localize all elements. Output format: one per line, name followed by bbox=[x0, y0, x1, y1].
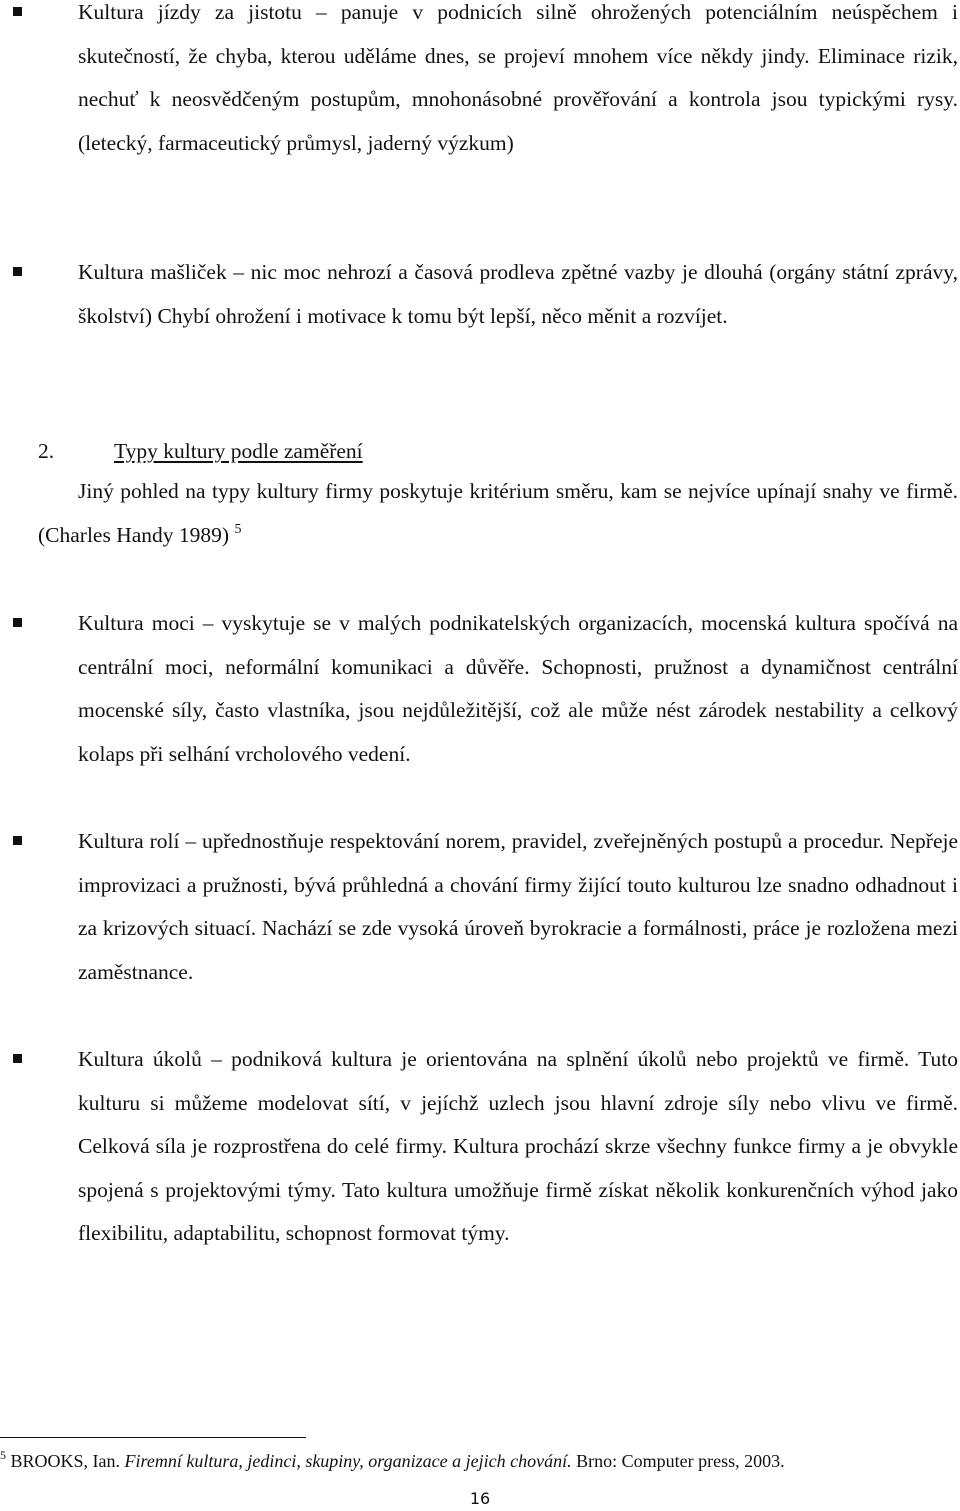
footnote-number: 5 bbox=[0, 1448, 6, 1462]
square-bullet-icon bbox=[13, 7, 22, 16]
footnote-separator bbox=[0, 1437, 306, 1438]
bullet-text: Kultura úkolů – podniková kultura je orientována na splnění úkolů nebo projektů ve firmě. Tuto kulturu si můžeme modelovat sítí, v jejíchž uzlech jsou hlavní zdroje síly nebo vlivu ve firmě. Celková síla je rozprostřena do celé firmy. Kultura prochází skrze všechny funkce firmy a je obvykle spojená s projektovými týmy. Tato kultura umožňuje firmě získat několik konkurenčních výhod jako flexibilitu, adaptabilitu, schopnost formovat týmy. bbox=[78, 1047, 958, 1246]
bullet-item-kultura-roli bbox=[78, 820, 958, 994]
bullet-text: Kultura rolí – upřednostňuje respektování norem, pravidel, zveřejněných postupů a procedur. Nepřeje improvizaci a pružnosti, bývá průhledná a chování firmy žijící touto kulturou lze snadno odhadnout i za krizových situací. Nachází se zde vysoká úroveň byrokracie a formálnosti, práce je rozložena mezi zaměstnance. bbox=[78, 829, 958, 984]
square-bullet-icon bbox=[13, 618, 22, 627]
bullet-item-kultura-moci bbox=[78, 602, 958, 776]
section-number: 2. bbox=[38, 439, 55, 463]
square-bullet-icon bbox=[13, 267, 22, 276]
bullet-item-kultura-maslicek bbox=[78, 251, 958, 338]
bullet-text: Kultura jízdy za jistotu – panuje v podnicích silně ohrožených potenciálním neúspěchem i skutečností, že chyba, kterou uděláme dnes, se projeví mnohem více někdy jindy. Eliminace rizik, nechuť k neosvědčeným postupům, mnohonásobné prověřování a kontrola jsou typickými rysy. (letecký, farmaceutický průmysl, jaderný výzkum) bbox=[78, 0, 958, 155]
bullet-item-kultura-ukolu bbox=[78, 1038, 958, 1256]
section-heading bbox=[38, 431, 938, 471]
square-bullet-icon bbox=[13, 836, 22, 845]
footnote bbox=[0, 1448, 960, 1474]
intro-text: Jiný pohled na typy kultury firmy poskytuje kritérium směru, kam se nejvíce upínají snahy ve firmě. (Charles Handy 1989) bbox=[38, 479, 958, 547]
bullet-text: Kultura moci – vyskytuje se v malých podnikatelských organizacích, mocenská kultura spočívá na centrální moci, neformální komunikaci a důvěře. Schopnosti, pružnost a dynamičnost centrální mocenské síly, často vlastníka, jsou nejdůležitější, což ale může nést zárodek nestability a celkový kolaps při selhání vrcholového vedení. bbox=[78, 611, 958, 766]
footnote-publisher: Brno: Computer press, 2003. bbox=[576, 1451, 785, 1471]
section-title: Typy kultury podle zaměření bbox=[114, 439, 363, 463]
bullet-item-kultura-jizdy-za-jistotu bbox=[78, 0, 958, 165]
section-intro-paragraph bbox=[38, 470, 958, 557]
footnote-reference: 5 bbox=[234, 521, 242, 537]
page-number: 16 bbox=[469, 1489, 491, 1508]
bullet-text: Kultura mašliček – nic moc nehrozí a časová prodleva zpětné vazby je dlouhá (orgány státní zprávy, školství) Chybí ohrožení i motivace k tomu být lepší, něco měnit a rozvíjet. bbox=[78, 260, 958, 328]
footnote-author: BROOKS, Ian. bbox=[10, 1451, 121, 1471]
footnote-book-title: Firemní kultura, jedinci, skupiny, organizace a jejich chování. bbox=[124, 1451, 572, 1471]
square-bullet-icon bbox=[13, 1054, 22, 1063]
